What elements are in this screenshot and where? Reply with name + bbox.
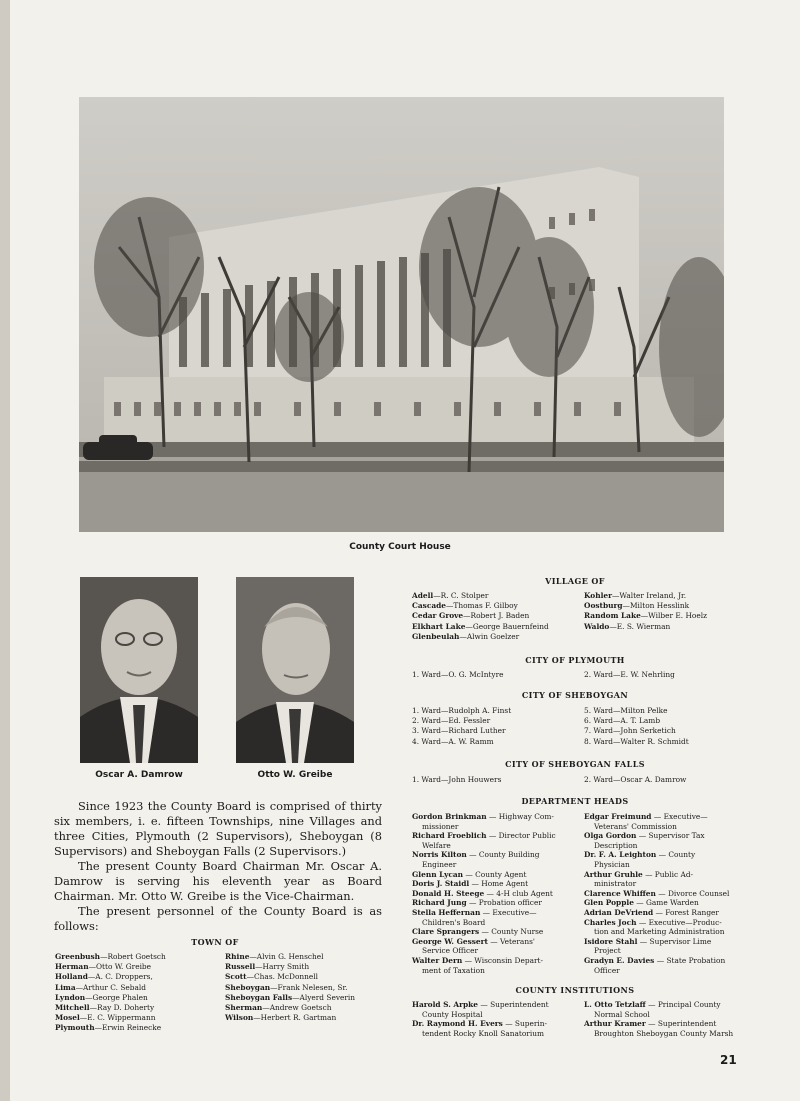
list-item: Kohler—Walter Ireland, Jr. [584, 591, 687, 600]
town-of-heading: TOWN OF [191, 937, 239, 947]
village-of-right-column [584, 591, 754, 632]
list-item: Wilson—Herbert R. Gartman [225, 1013, 337, 1023]
list-item: Sheboygan Falls—Alyerd Severin [225, 992, 356, 1002]
list-item: Cascade—Thomas F. Gilboy [412, 601, 518, 611]
list-item: L. Otto Tetzlaff — Principal County Normal School [584, 1000, 721, 1019]
city-sheboygan-heading: CITY OF SHEBOYGAN [521, 690, 629, 700]
intro-paragraph: Since 1923 the County Board is comprised of thirty six members, i. e. fifteen Townships, nine Villages and three Cities, Plymouth (2 Supervisors), Sheboygan (8 Supervisors) and Sheboygan Falls (2 Supervisors.) [54, 799, 382, 858]
list-item: Plymouth—Erwin Reinecke [55, 1023, 162, 1033]
list-item: 2. Ward—Ed. Fessler [412, 716, 491, 726]
page-edge-shadow [0, 0, 10, 1101]
list-item: Charles Joch — Executive—Produc- tion and Marketing Administration [584, 917, 725, 937]
list-item: Scott—Chas. McDonnell [225, 972, 319, 982]
list-item: 7. Ward—John Serketich [584, 726, 676, 736]
list-item: Mitchell—Ray D. Doherty [55, 1003, 155, 1013]
list-item: 1. Ward—O. G. McIntyre [412, 670, 504, 679]
portrait-greibe [236, 577, 354, 763]
city-sheboygan-falls-left-column [412, 775, 582, 785]
list-item: Lima—Arthur C. Sebald [55, 982, 147, 992]
county-institutions-heading: COUNTY INSTITUTIONS [515, 985, 635, 995]
list-item: Waldo—E. S. Wierman [584, 621, 671, 631]
photo-caption: County Court House [349, 542, 451, 552]
list-item: 8. Ward—Walter R. Schmidt [584, 736, 689, 746]
list-item: Glen Popple — Game Warden [584, 898, 699, 908]
list-item: Arthur Gruhle — Public Ad- ministrator [584, 869, 694, 889]
list-item: 3. Ward—Richard Luther [412, 726, 506, 736]
list-item: Clarence Whiffen — Divorce Counsel [584, 888, 730, 898]
town-of-left-column [55, 952, 220, 1034]
list-item: 2. Ward—E. W. Nehrling [584, 670, 675, 679]
department-heads-left-column [412, 812, 582, 975]
list-item: Random Lake—Wilber E. Hoelz [584, 611, 707, 621]
list-item: Elkhart Lake—George Bauernfeind [412, 621, 549, 631]
intro-paragraph: The present County Board Chairman Mr. Oscar A. Damrow is serving his eleventh year as Board Chairman. Mr. Otto W. Greibe is the Vice-Chairman. [54, 859, 382, 903]
city-sheboygan-falls-right-column [584, 775, 754, 785]
list-item: Lyndon—George Phalen [55, 992, 148, 1002]
list-item: 6. Ward—A. T. Lamb [584, 716, 661, 726]
page-number: 21 [720, 1053, 737, 1067]
city-sheboygan-left-column [412, 706, 582, 747]
list-item: Holland—A. C. Droppers, [55, 972, 153, 982]
portrait-name-greibe: Otto W. Greibe [257, 770, 333, 780]
list-item: Gradyn E. Davies — State Probation Officer [584, 955, 726, 975]
list-item: Glenn Lycan — County Agent [412, 869, 527, 879]
list-item: Russell—Harry Smith [225, 962, 310, 972]
village-of-left-column [412, 591, 582, 642]
portrait-name-damrow: Oscar A. Damrow [95, 770, 183, 780]
list-item: Dr. Raymond H. Evers — Superin- tendent Rocky Knoll Sanatorium [412, 1019, 548, 1038]
city-sheboygan-falls-heading: CITY OF SHEBOYGAN FALLS [505, 759, 645, 769]
city-plymouth-heading: CITY OF PLYMOUTH [525, 655, 625, 665]
town-of-right-column [225, 952, 390, 1023]
city-plymouth-left-column [412, 670, 582, 680]
department-heads-heading: DEPARTMENT HEADS [521, 796, 629, 806]
county-institutions-left-column [412, 1000, 582, 1038]
intro-paragraph: The present personnel of the County Board is as follows: [54, 904, 382, 933]
list-item: Norris Kilton — County Building Engineer [412, 850, 540, 869]
list-item: Greenbush—Robert Goetsch [55, 952, 166, 961]
list-item: Rhine—Alvin G. Henschel [225, 952, 324, 961]
list-item: Richard Jung — Probation officer [412, 898, 542, 908]
list-item: Adrian DeVriend — Forest Ranger [584, 907, 719, 917]
list-item: Oostburg—Milton Hesslink [584, 601, 690, 611]
county-institutions-right-column [584, 1000, 754, 1038]
portrait-damrow [80, 577, 198, 763]
list-item: 2. Ward—Oscar A. Damrow [584, 775, 687, 784]
city-sheboygan-right-column [584, 706, 754, 747]
village-of-heading: VILLAGE OF [545, 576, 605, 586]
list-item: Harold S. Arpke — Superintendent County Hospital [412, 1000, 549, 1019]
list-item: George W. Gessert — Veterans' Service Officer [412, 936, 535, 956]
list-item: Isidore Stahl — Supervisor Lime Project [584, 936, 712, 956]
list-item: Doris J. Staidl — Home Agent [412, 879, 529, 889]
court-house-photo [79, 97, 724, 532]
list-item: Sherman—Andrew Goetsch [225, 1003, 332, 1013]
list-item: Arthur Kramer — Superintendent Broughton Sheboygan County Marsh [584, 1019, 734, 1038]
intro-text [54, 799, 382, 934]
list-item: Walter Dern — Wisconsin Depart- ment of Taxation [412, 955, 543, 975]
list-item: Adell—R. C. Stolper [412, 591, 489, 600]
city-plymouth-right-column [584, 670, 754, 680]
list-item: 4. Ward—A. W. Ramm [412, 736, 494, 746]
list-item: Clare Sprangers — County Nurse [412, 927, 544, 937]
list-item: Glenbeulah—Alwin Goelzer [412, 631, 520, 641]
list-item: Sheboygan—Frank Nelesen, Sr. [225, 982, 348, 992]
list-item: Stella Heffernan — Executive— Children's Board [412, 907, 537, 927]
list-item: Olga Gordon — Supervisor Tax Description [584, 831, 705, 850]
list-item: 1. Ward—Rudolph A. Finst [412, 706, 512, 715]
list-item: 1. Ward—John Houwers [412, 775, 502, 784]
list-item: Donald H. Steege — 4-H club Agent [412, 888, 553, 898]
list-item: Dr. F. A. Leighton — County Physician [584, 850, 696, 869]
list-item: Richard Froeblich — Director Public Welfare [412, 831, 556, 850]
list-item: 5. Ward—Milton Pelke [584, 706, 668, 715]
list-item: Cedar Grove—Robert J. Baden [412, 611, 530, 621]
list-item: Edgar Freimund — Executive— Veterans' Commission [584, 812, 708, 831]
list-item: Gordon Brinkman — Highway Com- missioner [412, 812, 554, 831]
list-item: Herman—Otto W. Greibe [55, 962, 152, 972]
department-heads-right-column [584, 812, 754, 975]
list-item: Mosel—E. C. Wippermann [55, 1013, 156, 1023]
